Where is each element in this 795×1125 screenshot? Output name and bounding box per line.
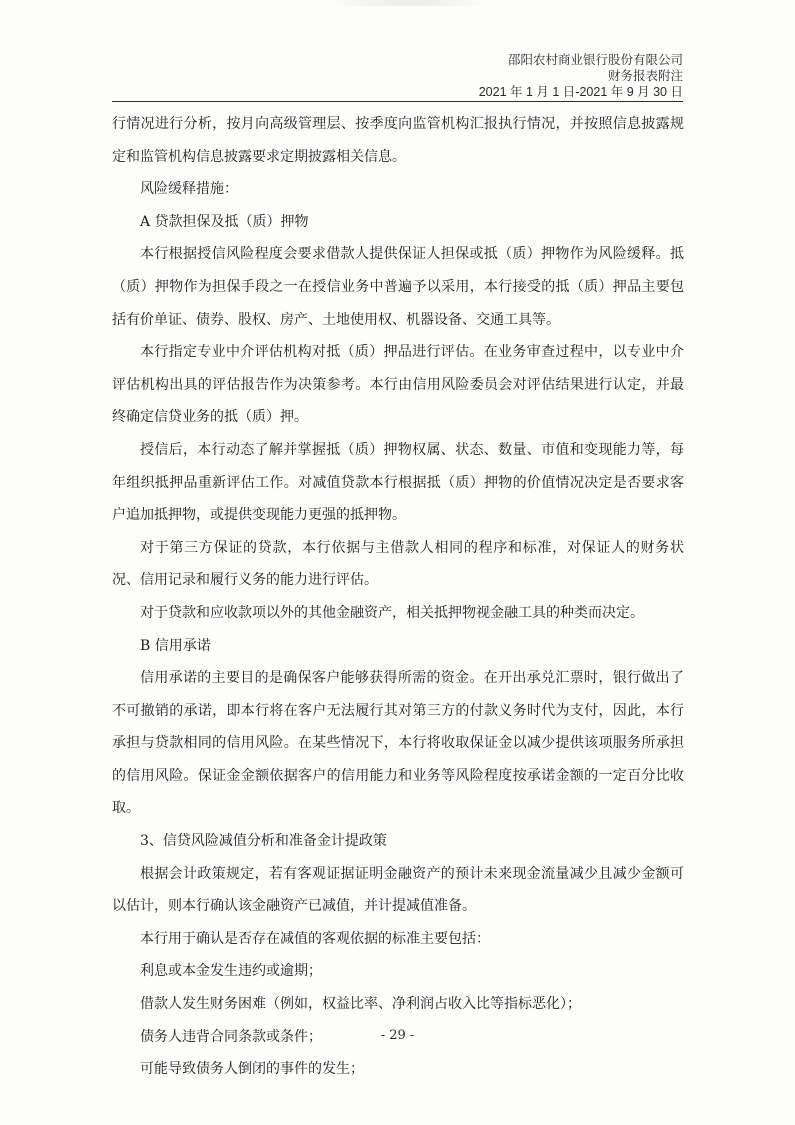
- list-item: 债务人违背合同条款或条件；: [140, 1028, 322, 1045]
- paragraph: 授信后，本行动态了解并掌握抵（质）押物权属、状态、数量、市值和变现能力等，每年组织抵押品重新评估工作。对减值贷款本行根据抵（质）押物的价值情况决定是否要求客户追加抵押物，或提供变现能力更强的抵押物。: [112, 441, 684, 524]
- paragraph: 本行根据授信风险程度会要求借款人提供保证人担保或抵（质）押物作为风险缓释。抵（质）押物作为担保手段之一在授信业务中普遍予以采用，本行接受的抵（质）押品主要包括有价单证、债券、股权、房产、土地使用权、机器设备、交通工具等。: [112, 246, 684, 328]
- page-number: - 29 -: [380, 1028, 415, 1043]
- scan-artifact: [330, 0, 490, 6]
- paragraph: 对于第三方保证的贷款，本行依据与主借款人相同的程序和标准，对保证人的财务状况、信用记录和履行义务的能力进行评估。: [112, 539, 684, 589]
- header-doc-title: 财务报表附注: [607, 68, 683, 83]
- paragraph-continuation: 行情况进行分析，按月向高级管理层、按季度向监管机构汇报执行情况，并按照信息披露规定和监管机构信息披露要求定期披露相关信息。: [112, 116, 684, 165]
- paragraph: 本行指定专业中介评估机构对抵（质）押品进行评估。在业务审查过程中，以专业中介评估机构出具的评估报告作为决策参考。本行由信用风险委员会对评估结果进行认定，并最终确定信贷业务的抵（质）押。: [112, 344, 684, 426]
- header-company: 邵阳农村商业银行股份有限公司: [507, 52, 683, 67]
- list-item: 借款人发生财务困难（例如，权益比率、净利润占收入比等指标恶化）；: [140, 996, 581, 1013]
- paragraph: 根据会计政策规定，若有客观证据证明金融资产的预计未来现金流量减少且减少金额可以估计，则本行确认该金融资产已减值，并计提减值准备。: [112, 865, 684, 915]
- paragraph: 信用承诺的主要目的是确保客户能够获得所需的资金。在开出承兑汇票时，银行做出了不可撤销的承诺，即本行将在客户无法履行其对第三方的付款义务时代为支付，因此，本行承担与贷款相同的信用风险。在某些情况下，本行将收取保证金以减少提供该项服务所承担的信用风险。保证金金额依据客户的信用能力和业务等风险程度按承诺金额的一定百分比收取。: [112, 670, 684, 817]
- list-item: 利息或本金发生违约或逾期；: [140, 963, 322, 980]
- page-header: [479, 52, 683, 100]
- paragraph-heading-mitigation: 风险缓释措施：: [140, 181, 238, 198]
- header-period: 2021 年 1 月 1 日-2021 年 9 月 30 日: [478, 85, 683, 99]
- header-divider: [112, 101, 683, 102]
- paragraph: 对于贷款和应收款项以外的其他金融资产，相关抵押物视金融工具的种类而决定。: [140, 604, 644, 621]
- paragraph-section-heading: 3、信贷风险减值分析和准备金计提政策: [140, 833, 387, 850]
- list-item: 可能导致债务人倒闭的事件的发生；: [140, 1061, 364, 1078]
- paragraph-subheading-b: B 信用承诺: [140, 637, 211, 654]
- body-text: [112, 108, 684, 1086]
- paragraph: 本行用于确认是否存在减值的客观依据的标准主要包括：: [140, 930, 490, 947]
- paragraph-subheading-a: A 贷款担保及抵（质）押物: [140, 213, 309, 230]
